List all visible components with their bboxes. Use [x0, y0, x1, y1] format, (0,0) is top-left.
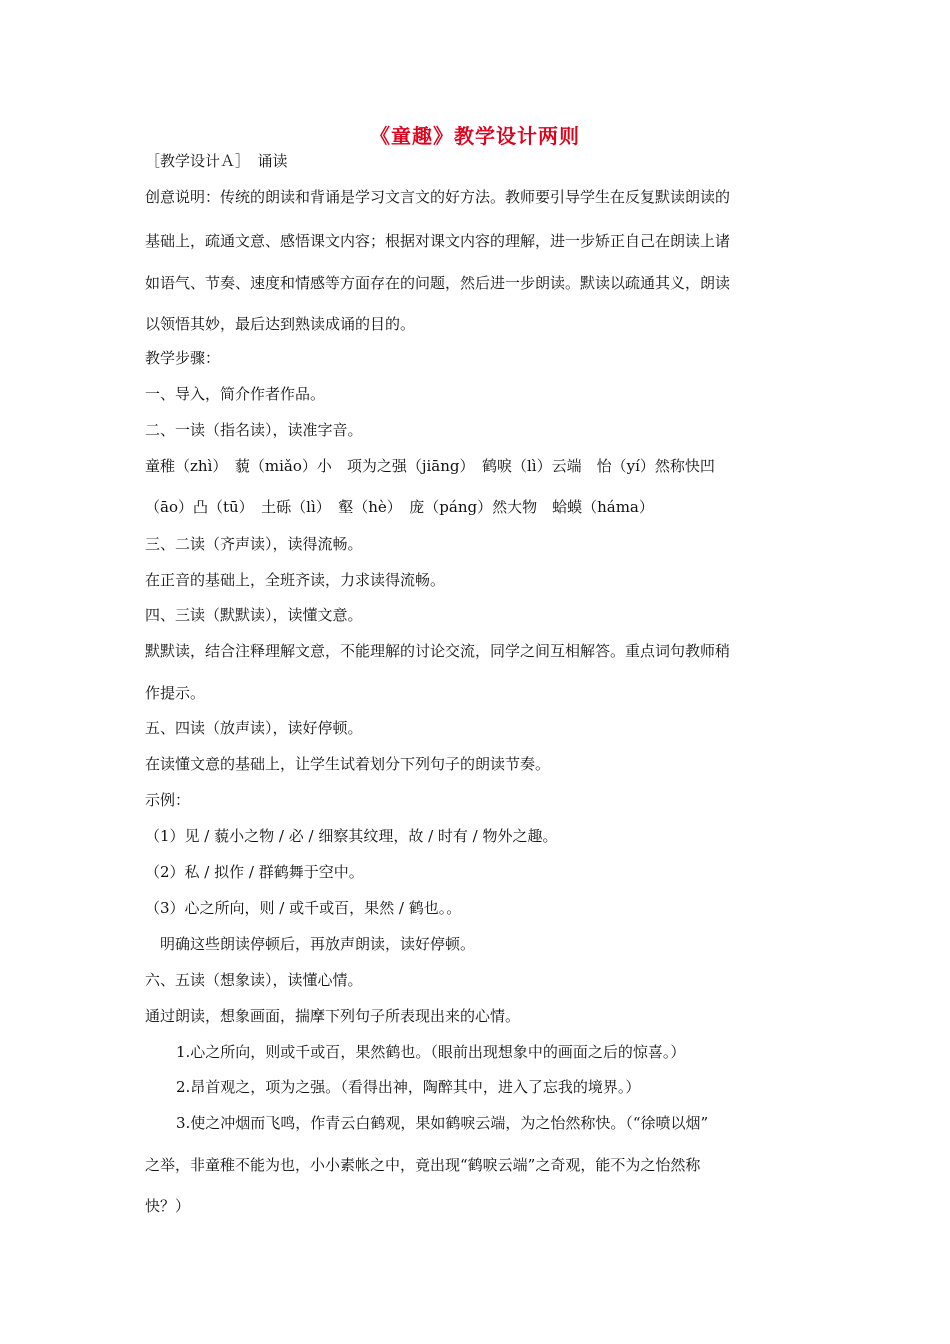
- pinyin-line: （āo）凸（tū） 土砾（lì） 壑（hè） 庞（páng）然大物 蛤蟆（háma）: [145, 498, 654, 516]
- document-title: 《童趣》教学设计两则: [370, 124, 580, 148]
- paragraph-line: 以领悟其妙，最后达到熟读成诵的目的。: [145, 315, 416, 333]
- pinyin-line: 童稚（zhì） 藐（miǎo）小 项为之强（jiāng） 鹤唳（lì）云端 怡（yí）然称快凹: [145, 457, 715, 475]
- paragraph-line: 默默读，结合注释理解文意，不能理解的讨论交流，同学之间互相解答。重点词句教师稍: [145, 642, 731, 660]
- section-heading: 教学步骤：: [145, 349, 221, 367]
- design-a-heading: ［教学设计Ａ］ 诵读: [145, 152, 288, 170]
- paragraph-line: 创意说明：传统的朗读和背诵是学习文言文的好方法。教师要引导学生在反复默读朗读的: [145, 188, 731, 206]
- step-heading: 六、五读（想象读），读懂心情。: [145, 971, 363, 989]
- step-heading: 二、一读（指名读），读准字音。: [145, 421, 363, 439]
- numbered-item: 1.心之所向，则或千或百，果然鹤也。（眼前出现想象中的画面之后的惊喜。）: [176, 1043, 686, 1061]
- example-item: （1）见 / 藐小之物 / 必 / 细察其纹理，故 / 时有 / 物外之趣。: [145, 827, 558, 845]
- example-item: （2）私 / 拟作 / 群鹤舞于空中。: [145, 863, 364, 881]
- paragraph-line: 明确这些朗读停顿后，再放声朗读，读好停顿。: [160, 935, 476, 953]
- paragraph-line: 如语气、节奏、速度和情感等方面存在的问题，然后进一步朗读。默读以疏通其义，朗读: [145, 274, 731, 292]
- paragraph-line: 作提示。: [145, 684, 206, 702]
- paragraph-line: 之举，非童稚不能为也，小小素帐之中，竟出现“鹤唳云端”之奇观，能不为之怡然称: [145, 1156, 701, 1174]
- step-heading: 三、二读（齐声读），读得流畅。: [145, 535, 363, 553]
- example-item: （3）心之所向，则 / 或千或百，果然 / 鹤也。。: [145, 899, 462, 917]
- step-heading: 一、导入，简介作者作品。: [145, 385, 326, 403]
- paragraph-line: 快？）: [145, 1197, 191, 1215]
- paragraph-line: 基础上，疏通文意、感悟课文内容；根据对课文内容的理解，进一步矫正自己在朗读上诸: [145, 232, 731, 250]
- step-heading: 五、四读（放声读），读好停顿。: [145, 719, 363, 737]
- paragraph-line: 在读懂文意的基础上，让学生试着划分下列句子的朗读节奏。: [145, 755, 551, 773]
- step-heading: 四、三读（默默读），读懂文意。: [145, 606, 363, 624]
- numbered-item: 3.使之冲烟而飞鸣，作青云白鹤观，果如鹤唳云端，为之怡然称快。（“徐喷以烟”: [176, 1114, 709, 1132]
- example-label: 示例：: [145, 791, 191, 809]
- numbered-item: 2.昂首观之，项为之强。（看得出神，陶醉其中，进入了忘我的境界。）: [176, 1078, 641, 1096]
- paragraph-line: 在正音的基础上，全班齐读，力求读得流畅。: [145, 571, 446, 589]
- paragraph-line: 通过朗读，想象画面，揣摩下列句子所表现出来的心情。: [145, 1007, 521, 1025]
